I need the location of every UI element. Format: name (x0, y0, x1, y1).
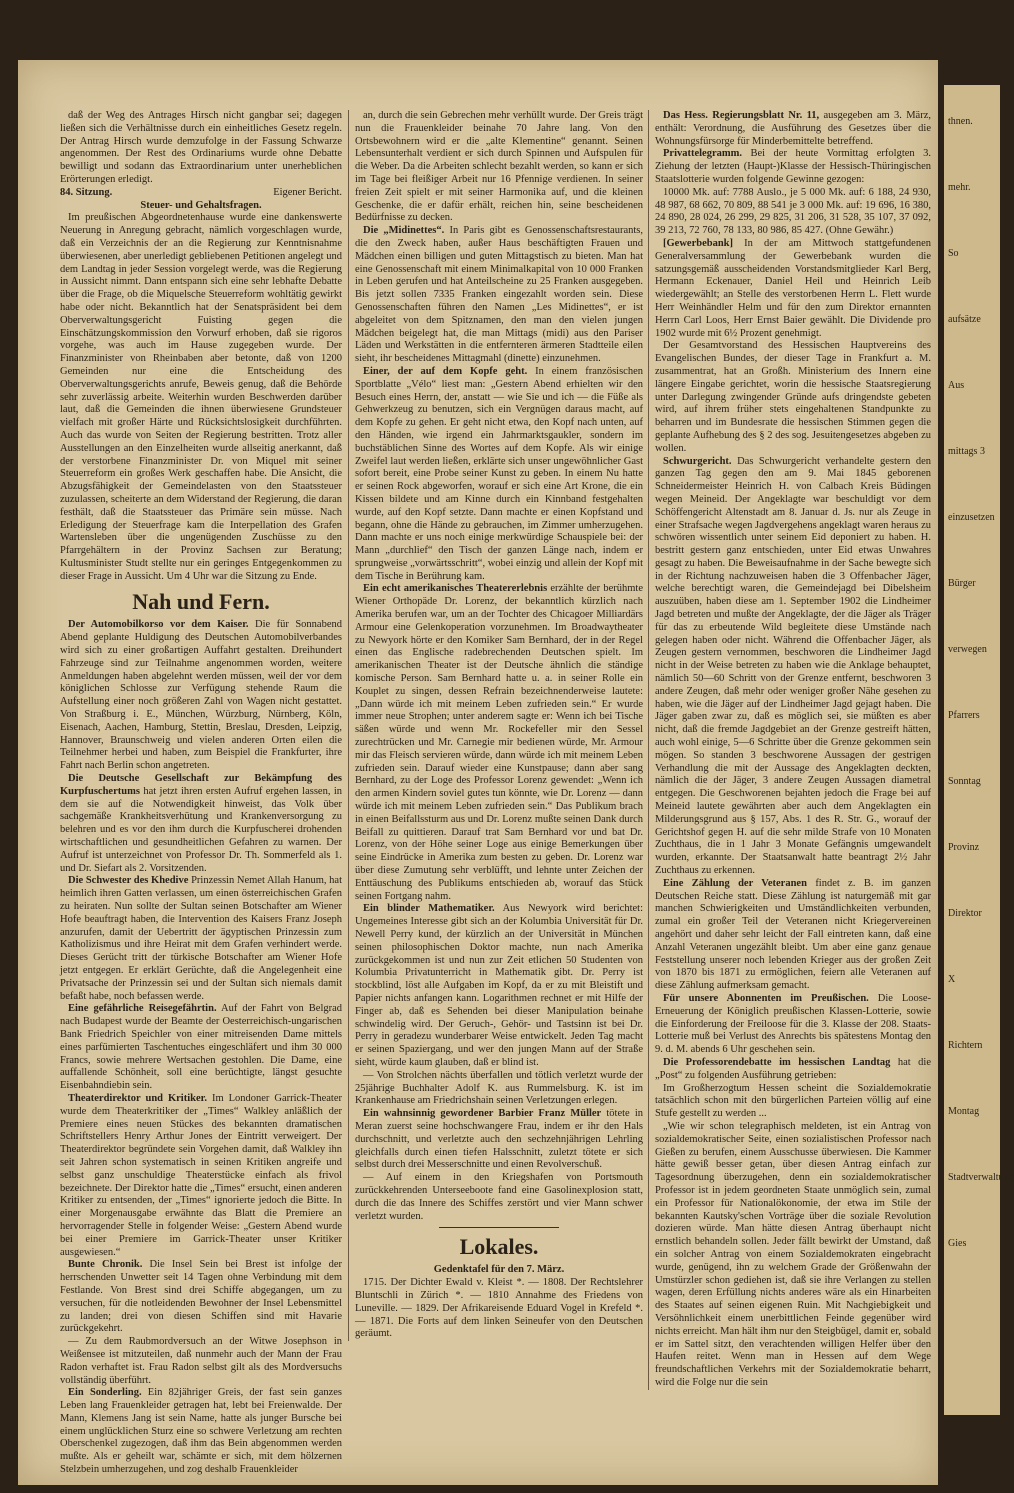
article-title: Ein echt amerikanisches Theatererlebnis (363, 583, 548, 595)
paragraph: Im Großherzogtum Hessen scheint die Sozialdemokratie tatsächlich schon mit den bürgerlichen Parteien völlig auf eine Stufe gestellt zu werden ... (655, 1082, 931, 1120)
report-label: Eigener Bericht. (273, 186, 342, 198)
fragment-text: thnen. (948, 116, 973, 127)
fragment-text: Bürger (948, 578, 976, 589)
subheading: Steuer- und Gehaltsfragen. (140, 199, 262, 211)
article (355, 583, 643, 903)
article-text: Prinzessin Nemet Allah Hanum, hat heimlich ihren Gatten verlassen, um einen österreichischen Grafen zu heiraten. Nun sollte der Sultan seinen Botschafter am Wiener Hofe beauftragt haben, die Intervention des Kaisers Franz Joseph anzurufen, damit der Uebertritt der ägyptischen Prinzessin zum Katholizismus und ihre Heirat mit dem Grafen verhindert werde. Dieses Gerücht tritt der türkische Botschafter am Wiener Hofe jetzt entgegen. Er erklärt Gerüchte, daß die Angelegenheit eine Privatsache der Prinzessin sei und der Sultan sich niemals damit befaßt habe, noch befassen werde. (60, 875, 342, 1002)
article (355, 366, 643, 584)
article-text: erzählte der berühmte Wiener Orthopäde Dr. Lorenz, der bekanntlich kürzlich nach Amerika berufen war, um an der Tochter des Chicagoer Milliardärs Armour eine Gelenkoperation vorzunehmen. Im Broadwaytheater zu Newyork hörte er den Komiker Sam Bernhard, der in der Regel einen das Englische radebrechenden Deutschen spielt. Im amerikanischen Theater ist der Deutsche ähnlich die ständige komische Person. Sam Bernhard hatte u. a. in seiner Rolle ein Kouplet zu singen, dessen Refrain bezeichnenderweise lautete: „Dann würde ich mit meinem Leben zufrieden sein.“ Er wurde immer neue Strophen; unter anderem sagte er: Wenn ich bei Tische säßen würde und wenn Mr. Rockefeller mir den Sessel zurechtrücken und Mr. Carnegie mir bedienen würde, Mr. Armour mir das Fleisch servieren würde, dann würde ich mit meinem Leben zufrieden sein. Darauf wieder eine Kunstpause; dann aber sang Bernhard, zu der Loge des Professor Lorenz gewendet: „Wenn ich den armen Kindern soviel gutes tun könnte, wie Dr. Lorenz — dann würde ich mit meinem Leben zufrieden sein.“ Das Publikum brach in einen Beifallssturm aus und Dr. Lorenz mußte seinen Dank durch Beifall zu quittieren. Darauf trat Sam Bernhard vor und bat Dr. Lorenz, von der Höhe seiner Loge aus einige Bemerkungen über seine Eindrücke in Amerika zum besten zu geben. Dr. Lorenz war über diese Zumutung sehr verblüfft, und lehnte unter Zeichen der Enttäuschung des Publikums entschieden ab, worauf das Stück seinen Fortgang nahm. (355, 583, 643, 902)
fragment-text: Gies (948, 1238, 967, 1249)
fragment-text: Montag (948, 1106, 980, 1117)
article-title: Theaterdirektor und Kritiker. (68, 1092, 207, 1104)
fragment-text: Provinz (948, 842, 980, 853)
session-line (60, 187, 342, 200)
article-title: Das Hess. Regierungsblatt Nr. 11, (663, 110, 820, 121)
article (60, 1259, 342, 1336)
article (60, 875, 342, 1003)
article (60, 1003, 342, 1093)
article-title: Die Professorendebatte im hessischen Landtag (663, 1056, 891, 1068)
fragment-text: aufsätze (948, 314, 981, 325)
fragment-text: Aus (948, 380, 965, 391)
article-title: Bunte Chronik. (68, 1259, 143, 1271)
subheading: Gedenktafel für den 7. März. (433, 1264, 565, 1276)
fragment-text: Pfarrers (948, 710, 980, 721)
article-text: hat jetzt ihren ersten Aufruf ergehen lassen, in dem sie auf die Notwendigkeit hinweist, das Volk über sachgemäße Krankheitsverhütung und Krankenversorgung zu belehren und es vor den ihm durch die Kurpfuscherei drohenden wirtschaftlichen und gesundheitlichen Gefahren zu warnen. Der Aufruf ist unterzeichnet von Professor Dr. Th. Sommerfeld als 1. und Dr. Siefart als 2. Vorsitzenden. (60, 785, 343, 874)
article-title: Privattelegramm. (663, 148, 743, 160)
article (355, 903, 643, 1069)
article (60, 619, 342, 773)
article-text: ausgegeben am 3. März, enthält: Verordnung, die Ausführung des Gesetzes über die Wohnungsfürsorge für Minderbemittelte betreffend. (655, 110, 932, 147)
article (60, 773, 342, 875)
article-title: Ein blinder Mathematiker. (363, 903, 495, 915)
session-label: 84. Sitzung. (60, 186, 113, 198)
article-title: Die Deutsche Gesellschaft zur Bekämpfung des Kurpfuschertums (60, 773, 342, 797)
article-title: Für unsere Abonnenten im Preußischen. (663, 992, 869, 1004)
article-text: Die Loose-Erneuerung der Königlich preußischen Klassen-Lotterie, sowie die Einforderung der Freiloose für die 3. Klasse der 208. Staats-Lotterie muß bei Verlust des Anrechts bis spätestens Montag den 9. d. M. abends 6 Uhr geschehen sein. (655, 992, 931, 1056)
paragraph: daß der Weg des Antrages Hirsch nicht gangbar sei; dagegen ließen sich die Verhältnisse durch ein einheitliches Gesetz regeln. Der Antrag Hirsch wurde demzufolge in der Fassung Schwarze angenommen. Der Rest des Ordinariums wurde ohne Debatte bewilligt und sodann das Extraordinarium unter unerheblichen Erörterungen erledigt. (60, 110, 342, 185)
fragment-text: verwegen (948, 644, 987, 655)
adjacent-page-fragments (944, 85, 1014, 1251)
article (60, 1093, 342, 1259)
article: — Auf einem in den Kriegshafen von Portsmouth zurückkehrenden Unterseeboote fand eine Gasolinexplosion statt, durch die das Innere des Schiffes zerstört und vier Mann schwer verletzt wurden. (355, 1172, 643, 1222)
article (655, 878, 931, 993)
article-text: Die für Sonnabend Abend geplante Huldigung des Deutschen Automobilverbandes wird sich zu einer großartigen Auffahrt gestalten. Dreihundert Fahrzeuge sind zur Teilnahme angenommen worden, weitere Anmeldungen haben abgelehnt werden müssen, weil der vor dem königlichen Schlosse zur Verfügung stehende Raum die Aufstellung einer noch größeren Zahl von Wagen nicht gestattet. Von Straßburg i. E., München, Würzburg, Nürnberg, Köln, Eisenach, Aachen, Hamburg, Stettin, Breslau, Dresden, Leipzig, Hannover, Braunschweig und vielen anderen Orten eilen die Teilnehmer herbei und haben, zum Beispiel die Frankfurter, ihre Fahrt nach Berlin schon angetreten. (60, 619, 342, 772)
paragraph: an, durch die sein Gebrechen mehr verhüllt wurde. Der Greis trägt nun die Frauenkleider beinahe 70 Jahre lang. Von den Ortsbewohnern wird er die „alte Klementine“ genannt. Seinen Lebensunterhalt verdient er sich durch Spinnen und Aufspulen für die Weber. Da die Arbeiten schlecht bezahlt werden, so kann er sich im Tage bei fleißiger Arbeit nur 16 Pfennige verdienen. In seiner freien Zeit spielt er mit seiner Harmonika auf, und die kleinen Geschenke, die er dafür erhält, reichen hin, seine bescheidenen Bedürfnisse zu decken. (355, 110, 643, 224)
article: — Von Strolchen nächts überfallen und tötlich verletzt wurde der 25jährige Buchhalter Adolf K. aus Rummelsburg. K. ist im Krankenhause am Friedrichshain seinen Verletzungen erlegen. (355, 1069, 643, 1107)
article-title: Die Schwester des Khedive (68, 875, 189, 887)
article-text: In Paris gibt es Genossenschaftsrestaurants, die den Zweck haben, außer Haus beschäftigten Frauen und Mädchen einen billigen und guten Mittagstisch zu bieten. Man hat eine Genossenschaft mit einem Minimalkapital von 10 000 Franken in Leben gerufen und hat Anteilscheine zu 25 Franken ausgegeben. Bis jetzt sollen 7335 Franken eingezahlt worden sein. Diese Genossenschaften führen den Namen „Les Midinettes“, er ist abgeleitet von dem Spitznamen, den man den vielen jungen Mädchen beigelegt hat, die man Mittags (midi) aus den Pariser Läden und Werkstätten in die entfernteren ärmeren Stadtteile eilen sieht, ihr bescheidenes Mittagmahl (dinette) einzunehmen. (355, 225, 644, 365)
fragment-text: Sonntag (948, 776, 981, 787)
article-title: Eine Zählung der Veteranen (663, 877, 807, 889)
fragment-text: Direktor (948, 908, 982, 919)
article-title: Eine gefährliche Reisegefährtin. (68, 1003, 217, 1015)
divider (439, 1227, 559, 1228)
article-text: Das Schwurgericht verhandelte gestern den ganzen Tag gegen den am 9. Mai 1845 geborenen Schneidermeister Heinrich H. von Calbach Kreis Büdingen wegen Meineid. Der Angeklagte war beschuldigt vor dem Schöffengericht Altenstadt am 8. Januar d. Js. nur als Zeuge in einer Strafsache wegen Jagdvergehens angeklagt waren heraus zu schwören wissentlich unter seinem Eid deponiert zu haben. H. bestritt gestern ganz entschieden, unter Eid etwas Unwahres gesagt zu haben. Die Beweisaufnahme in der Sache bewegte sich in der Richtung nachzuweisen haben die 3 Offenbacher Jäger, welche berechtigt waren, die Gemeindejagd bei Dibelsheim auszuüben, haben diese am 1. September 1902 die Lindheimer Jagd betreten und mußte der Angeklagte, der die Jäger als Träger für das zu erbeutende Wild begleitete diese Umstände nach gelegen haben oder nicht. Während die Offenbacher Jäger, als Zeugen gestern vernommen, beschworen die Lindheimer Jagd nicht in der Weise betreten zu haben wie die Anklage behauptet, nämlich 50—60 Schritt von der Grenze entfernt, beschworen 3 andere Zeugen, daß mehr oder weniger großer Nähe gesehen zu haben, wie die Jäger auf der Lindheimer Jagd gejagt haben. Die Jäger gaben zwar zu, daß es möglich sei, sie müßten es aber nicht, daß die fremde Jagdgebiet an der Grenze gestreift hätten, auch wohl einige, 5—6 Schritte über die Grenze gekommen sein mögen. So standen 3 beschworene Aussagen der gestrigen Verhandlung die mit der Aussage des Angeklagten deckten, nämlich die der Jäger, 3 andere Zeugen Aussagen diametral entgegen. Die Geschworenen bejahten jedoch die Frage bei auf Meineid lautete gewährten aber auch dem Angeklagten ein Milderungsgrund aus § 157, Abs. 1 des R. Str. G., worauf der Gerichtshof gegen H. auf die sehr milde Strafe von 10 Monaten Zuchthaus, die in 1 Jahr 3 Monate Gefängnis umgewandelt wurden, erkannte. Der Staatsanwalt hatte beantragt 2½ Jahr Zuchthaus zu erkennen. (655, 455, 932, 877)
paragraph: „Wie wir schon telegraphisch meldeten, ist ein Antrag von sozialdemokratischer Seite, einen sozialistischen Professor nach Gießen zu berufen, einem Ausschusse überwiesen. Die Kammer hätte gewiß besser getan, über diesen Antrag einfach zur Tagesordnung überzugehen, denn ein sozialdemokratischer Professor ist in jedem geordneten Staate unmöglich sein, zumal ein Professor für Nationalökonomie, der etwa im Stile der bekannten Kautsky'schen Vorträge über die soziale Revolution dozieren würde. Man hätte diesen Antrag überhaupt nicht ernstlich behandeln sollen. Jeder fällt bewirkt der Umstand, daß ein solcher Antrag von einem Sozialdemokraten eingebracht wurde, genügend, ihn zu welchem Grade der Größenwahn der Umstürzler schon gediehen ist, daß sie ihre Verlangen zu stellen wagen, deren Erfüllung nichts anderes wäre als ein Hinarbeiten des Staates auf seinen eigenen Ruin. Mit Nachgiebigkeit und Versöhnlichkeit einem unerbittlichen Feinde gegenüber wird nichts erreicht. Man hält ihm nur den Steigbügel, damit er, sobald er im Sattel sitzt, den verachtenden willigen Helfer über den Haufen reitet. Wenn man in Hessen auf dem Wege freundschaftlichen Verkehrs mit der Sozialdemokratie beharrt, wird die Folge nur die sein (655, 1120, 931, 1388)
fragment-text: Richtern (948, 1040, 983, 1051)
article-title: Ein Sonderling. (68, 1387, 142, 1399)
fragment-text: So (948, 248, 959, 259)
article-text: Ein 82jähriger Greis, der fast sein ganzes Leben lang Frauenkleider getragen hat, lebt bei Freienwalde. Der Mann, Klemens Jang ist sein Name, hatte als junger Bursche bei einem unglücklichen Sturz eine so schwere Verletzung am rechten Oberschenkel zugezogen, daß ihm das Bein abgenommen werden mußte. Als er geheilt war, schämte er sich, mit dem hölzernen Stelzbein umherzugehen, und zog deshalb Frauenkleider (60, 1387, 343, 1476)
article-title: Ein wahnsinnig gewordener Barbier Franz Müller (363, 1108, 602, 1120)
lottery-results: 10000 Mk. auf: 7788 Auslo., je 5 000 Mk. auf: 6 188, 24 930, 48 987, 68 662, 70 809, 88 541 je 3 000 Mk. auf: 19 696, 16 380, 24 890, 28 024, 26 299, 29 825, 31 206, 31 528, 35 107, 37 092, 39 213, 72 760, 78 133, 80 986, 85 427. (Ohne Gewähr.) (655, 186, 931, 237)
article (655, 993, 931, 1057)
fragment-text: Stadtverwaltung (948, 1172, 1014, 1183)
article-text: Bei der heute Vormittag erfolgten 3. Ziehung der letzten (Haupt-)Klasse der Hessisch-Thüringischen Staatslotterie wurden folgende Gewinne gezogen: (655, 148, 931, 185)
article-text: Aus Newyork wird berichtet: Ungemeines Interesse gibt sich an der Kolumbia Universität für Dr. Newell Perry kund, der kürzlich an der Universität in München seinen philosophischen Doktor machte, nun nach Amerika zurückgekommen ist und nun zur Zeit etlichen 50 Studenten von Kolumbia Privatunterricht in Mathematik gibt. Dr. Perry ist stockblind, löst alle Aufgaben im Kopf, da er zu mit Bleistift und Papier nichts anfangen kann. Logarithmen rechnet er mit Hilfe der Finger ab, daß es Sehenden bei dieser Manipulation beinahe schwindelig wird. Der Geruch-, Gehör- und Tastsinn ist bei Dr. Perry in geradezu wunderbarer Weise entwickelt. Jeden Tag macht er seinen Spaziergang, und wer den jungen Mann auf der Straße sieht, würde kaum glauben, daß er blind ist. (355, 903, 644, 1068)
article (60, 1387, 342, 1477)
article-text: Die Insel Sein bei Brest ist infolge der herrschenden Unwetter seit 14 Tagen ohne Verbindung mit dem Festlande. Von Brest sind drei Schiffe abgegangen, um zu versuchen, für die notleidenden Bewohner der Insel Lebensmittel zu landen; drei von diesen Schiffen sind mit Havarie zurückgekehrt. (60, 1259, 342, 1335)
article-text: Im Londoner Garrick-Theater wurde dem Theaterkritiker der „Times“ Walkley anläßlich der Premiere eines neuen Stückes des bekannten dramatischen Schriftstellers Henry Arthur Jones der Eintritt verweigert. Der Theaterdirektor begründete sein Vorgehen damit, daß Walkley ihn seit Jahren schon systematisch in seinen Kritiken angreife und selbst ganz unschuldige Theaterstücke einfach als frivol bezeichnete. Der Direktor hatte die „Times“ ersucht, einen anderen Kritiker zu entsenden, der „Times“ ignorierte jedoch die Bitte. In einer Morgenausgabe erwähnte das Blatt die Premiere an hervorragender Stelle in folgender Weise: „Gestern Abend wurde bei einer Premiere im Garrick-Theater unser Kritiker ausgewiesen.“ (60, 1092, 343, 1258)
article: Der Gesamtvorstand des Hessischen Hauptvereins des Evangelischen Bundes, der dieser Tage in Frankfurt a. M. zusammentrat, hat an Großh. Ministerium des Innern eine längere Eingabe gerichtet, worin die hessische Staatsregierung unter Darlegung zwingender Gründe aufs dringendste gebeten wird, auf ihrem früher stets eingehaltenen Standpunkte zu beharren und im Bundesrate die hessischen Stimmen gegen die geplante Aufhebung des § 2 des sog. Jesuitengesetzes abgeben zu wollen. (655, 340, 931, 454)
article (655, 148, 931, 186)
column-3 (648, 110, 931, 1390)
article (655, 1057, 931, 1083)
section-heading: Lokales. (459, 1234, 539, 1260)
section-heading: Nah und Fern. (132, 589, 270, 615)
article-text: In einem französischen Sportblatte „Vélo“ liest man: „Gestern Abend erhielten wir den Besuch eines Herrn, der, anstatt — wie Sie und ich — die Füße als Gehwerkzeug zu benutzen, sich ein Vergnügen daraus macht, auf dem Kopfe zu gehen. Er geht nicht etwa, den Kopf nach unten, auf den Händen, wie irgend ein Jahrmarktsgaukler, sondern im buchstäblichen Sinne des Wortes auf dem Kopfe. Als wir einige Zweifel laut werden ließen, erklärte sich unser ungewöhnlicher Gast sofort bereit, eine Probe seiner Kunst zu geben. In einem Nu hatte er seinen Rock abgeworfen, worauf er sich eine Art Krone, die ein Kissen bildete und am Kinne durch ein Kinnband festgehalten wurde, auf den Kopf setzte. Dann machte er einen Kopfstand und begann, ohne die Hände zu gebrauchen, im Zimmer umherzugehen. Dann machte er uns noch einige merkwürdige Schauspiele bei: der Mann „durchlief“ den Tisch der ganzen Länge nach, indem er sprungweise „vorwärtsschritt“, wobei einzig und allein der Kopf mit dem Tische in Berührung kam. (355, 365, 643, 582)
column-2 (348, 110, 643, 1341)
paragraph: 1715. Der Dichter Ewald v. Kleist *. — 1808. Der Rechtslehrer Bluntschli in Zürich *. — 1810 Annahme des Friedens von Luneville. — 1829. Der Afrikareisende Eduard Vogel in Krefeld *. — 1871. Die Forts auf dem linken Seineufer von den Deutschen geräumt. (355, 1277, 643, 1340)
article-title: Der Automobilkorso vor dem Kaiser. (68, 619, 249, 631)
article (655, 456, 931, 878)
article-text: findet z. B. im ganzen Deutschen Reiche statt. Diese Zählung ist naturgemäß mit gar manchen Schwierigkeiten und Umständlichkeiten verbunden, zumal ein großer Teil der Veteranen nicht Kriegervereinen angehört und daher sehr leicht der Fall eintreten kann, daß eine Anzahl Veteranen ungezählt bleibt. Um aber eine ganz genaue Feststellung unserer noch lebenden Krieger aus der großen Zeit von 1870 bis 1871 zu ermöglichen, feiern alle Veteranen auf diese Zählung aufmerksam gemacht. (655, 877, 932, 992)
article-title: Schwurgericht. (663, 455, 732, 467)
article-text: hat die „Post“ zu folgenden Ausführung getrieben: (655, 1056, 932, 1081)
article: — Zu dem Raubmordversuch an der Witwe Josephson in Weißensee ist mitzuteilen, daß nunmehr auch der Mann der Frau Radon verhaftet ist. Frau Radon selbst gilt als des Mordversuchs vollständig überführt. (60, 1336, 342, 1386)
article (355, 1108, 643, 1172)
article-text: tötete in Meran zuerst seine hochschwangere Frau, indem er ihr den Hals durchschnitt, und verletzte auch den sechzehnjährigen Lehrling gleichfalls durch einen tiefen Halsschnitt, zuletzt tötete er sich selbst durch drei Messerschnitte und einen Revolverschuß. (355, 1108, 644, 1171)
article (655, 238, 931, 340)
paragraph: Im preußischen Abgeordnetenhause wurde eine dankenswerte Neuerung in Anregung gebracht, nämlich vorgeschlagen wurde, daß ein Verzeichnis der an die Regierung zur Kenntnisnahme überwiesenen, aber unerledigt gebliebenen Petitionen angelegt und dem Landtag in jeder Session vorgelegt werde, was die Regierung in Aussicht nimmt. Dann entspann sich eine sehr lebhafte Debatte über die Frage, ob die Miquelsche Steuerreform wohltätig gewirkt habe oder nicht. Bekanntlich hat der Senatspräsident bei dem Oberverwaltungsgericht Fuisting gegen die Einschätzungskommission den Vorwurf erhoben, daß sie rigoros vorgehe, was auch im Hause zugegeben wurde. Der Finanzminister von Rheinbaben aber betonte, daß von 1200 Gemeinden nur eine die Entscheidung des Oberverwaltungsgerichts anrufe, Beweis genug, daß die Behörde sehr zuverlässig arbeite. Weiterhin wurden Beschwerden darüber laut, daß die Gemeinden die ihnen überwiesene Grundsteuer vielfach mit großer Härte und Rücksichtslosigkeit durchführten. Auch das wurde von Seiten der Regierung bestritten. Trotz aller Ausstellungen an den Einzelheiten wurde allseitig anerkannt, daß der verstorbene Finanzminister Dr. von Miquel mit seiner Steuerreform ein großes Werk geschaffen habe. Die Ansicht, die Abzugsfähigkeit der Gemeindelasten von den Staatssteuer zuzulassen, scheiterte an dem Widerstand der Regierung, die daran festhält, daß die Staatssteuer das Primäre sein müsse. Nach Erledigung der Steuerfrage kam die Interpellation des Grafen Wartensleben über die ungenügenden Zuschüsse zu den Pfarrgehältern in der Provinz Sachsen zur Beratung; Kultusminister Studt stellte nur ein geringes Entgegenkommen zu dieser Frage in Aussicht. Um 4 Uhr war die Sitzung zu Ende. (60, 212, 342, 582)
newspaper-page (18, 60, 938, 1485)
column-1 (60, 110, 342, 1477)
article (655, 110, 931, 148)
article (355, 225, 643, 366)
fragment-text: X (948, 974, 956, 985)
article-text: In der am Mittwoch stattgefundenen Generalversammlung der Gewerbebank wurden die satzungsgemäß ausscheidenden Vorstandsmitglieder Karl Berg, Hermann Eckenauer, Daniel Heil und Heinrich Leib wiedergewählt; an Stelle des verstorbenen Herrn L. Flett wurde Herr Weinhändler Helm und für den zum Direktor ernannten Herrn Carl Loos, Herr Ernst Baier gewählt. Die Dividende pro 1902 wurde mit 6½ Prozent genehmigt. (655, 237, 931, 339)
article-title: Einer, der auf dem Kopfe geht. (363, 365, 528, 377)
fragment-text: mittags 3 (948, 446, 985, 457)
article-title: [Gewerbebank] (663, 237, 733, 249)
adjacent-page-edge (944, 85, 1014, 1415)
fragment-text: einzusetzen (948, 512, 995, 523)
article-title: Die „Midinettes“. (363, 225, 445, 237)
fragment-text: mehr. (948, 182, 971, 193)
article-text: Auf der Fahrt von Belgrad nach Budapest wurde der Beamte der Oesterreichisch-ungarischen Bank Friedrich Speichler von einer mitreisenden Dame mittels eines parfümierten Taschentuches eingeschläfert und ihm 30 000 Francs, sowie mehrere Wertsachen gestohlen. Die Dame, eine auffallende Schönheit, soll eine berüchtigte, längst gesuchte Eisenbahndiebin sein. (60, 1003, 343, 1092)
